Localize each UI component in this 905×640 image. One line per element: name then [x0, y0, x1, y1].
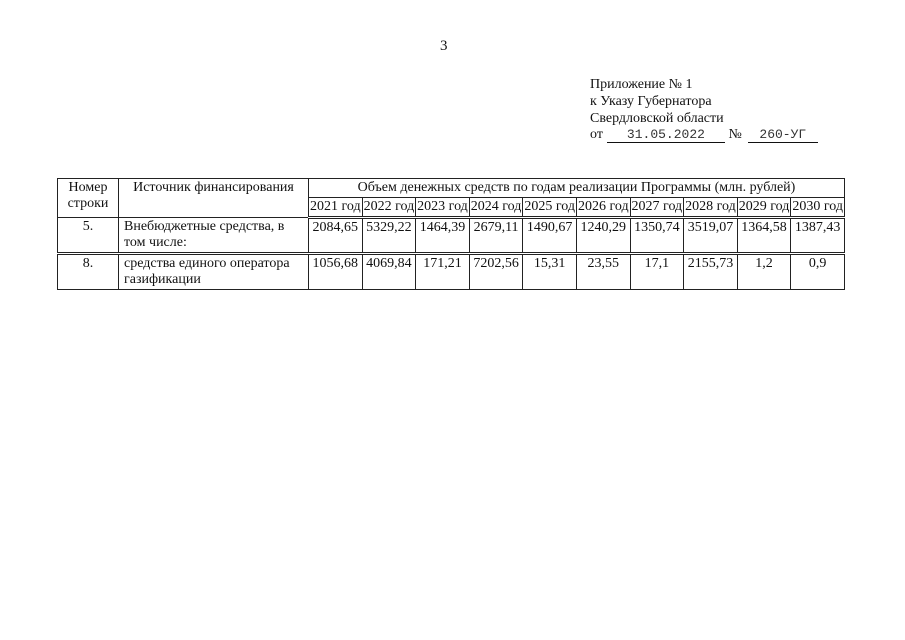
page-number: 3 [440, 38, 448, 54]
from-label: от [590, 127, 603, 142]
number-label: № [728, 127, 742, 142]
year-header: 2026 год [576, 198, 630, 218]
year-header: 2021 год [309, 198, 363, 218]
header-row-number: Номер строки [58, 179, 119, 218]
appendix-header [590, 76, 724, 127]
year-header: 2028 год [684, 198, 738, 218]
value-cell: 4069,84 [362, 254, 416, 290]
value-cell: 7202,56 [469, 254, 523, 290]
row-number: 8. [58, 254, 119, 290]
appendix-line: к Указу Губернатора [590, 94, 712, 109]
value-cell: 1387,43 [791, 218, 845, 254]
value-cell: 0,9 [791, 254, 845, 290]
value-cell: 2679,11 [469, 218, 523, 254]
value-cell: 1350,74 [630, 218, 684, 254]
value-cell: 2084,65 [309, 218, 363, 254]
table-row [58, 218, 845, 254]
year-header: 2023 год [416, 198, 470, 218]
header-funding-volume: Объем денежных средств по годам реализации Программы (млн. рублей) [309, 179, 845, 198]
appendix-line: Приложение № 1 [590, 77, 693, 92]
value-cell: 1364,58 [737, 218, 791, 254]
table-header-row [58, 179, 845, 198]
header-funding-source: Источник финансирования [119, 179, 309, 218]
value-cell: 17,1 [630, 254, 684, 290]
value-cell: 2155,73 [684, 254, 738, 290]
appendix-line: Свердловской области [590, 111, 724, 126]
funding-source: Внебюджетные средства, в том числе: [119, 218, 309, 254]
order-date: 31.05.2022 [607, 128, 725, 143]
funding-table [57, 178, 845, 290]
year-header: 2025 год [523, 198, 577, 218]
value-cell: 3519,07 [684, 218, 738, 254]
value-cell: 23,55 [576, 254, 630, 290]
year-header: 2029 год [737, 198, 791, 218]
value-cell: 1,2 [737, 254, 791, 290]
year-header: 2024 год [469, 198, 523, 218]
table-row [58, 254, 845, 290]
row-number: 5. [58, 218, 119, 254]
value-cell: 1490,67 [523, 218, 577, 254]
year-header: 2030 год [791, 198, 845, 218]
value-cell: 1464,39 [416, 218, 470, 254]
order-reference [590, 127, 818, 143]
order-number: 260-УГ [748, 128, 818, 143]
value-cell: 171,21 [416, 254, 470, 290]
funding-source: средства единого оператора газификации [119, 254, 309, 290]
value-cell: 1240,29 [576, 218, 630, 254]
value-cell: 5329,22 [362, 218, 416, 254]
value-cell: 1056,68 [309, 254, 363, 290]
year-header: 2022 год [362, 198, 416, 218]
value-cell: 15,31 [523, 254, 577, 290]
year-header: 2027 год [630, 198, 684, 218]
